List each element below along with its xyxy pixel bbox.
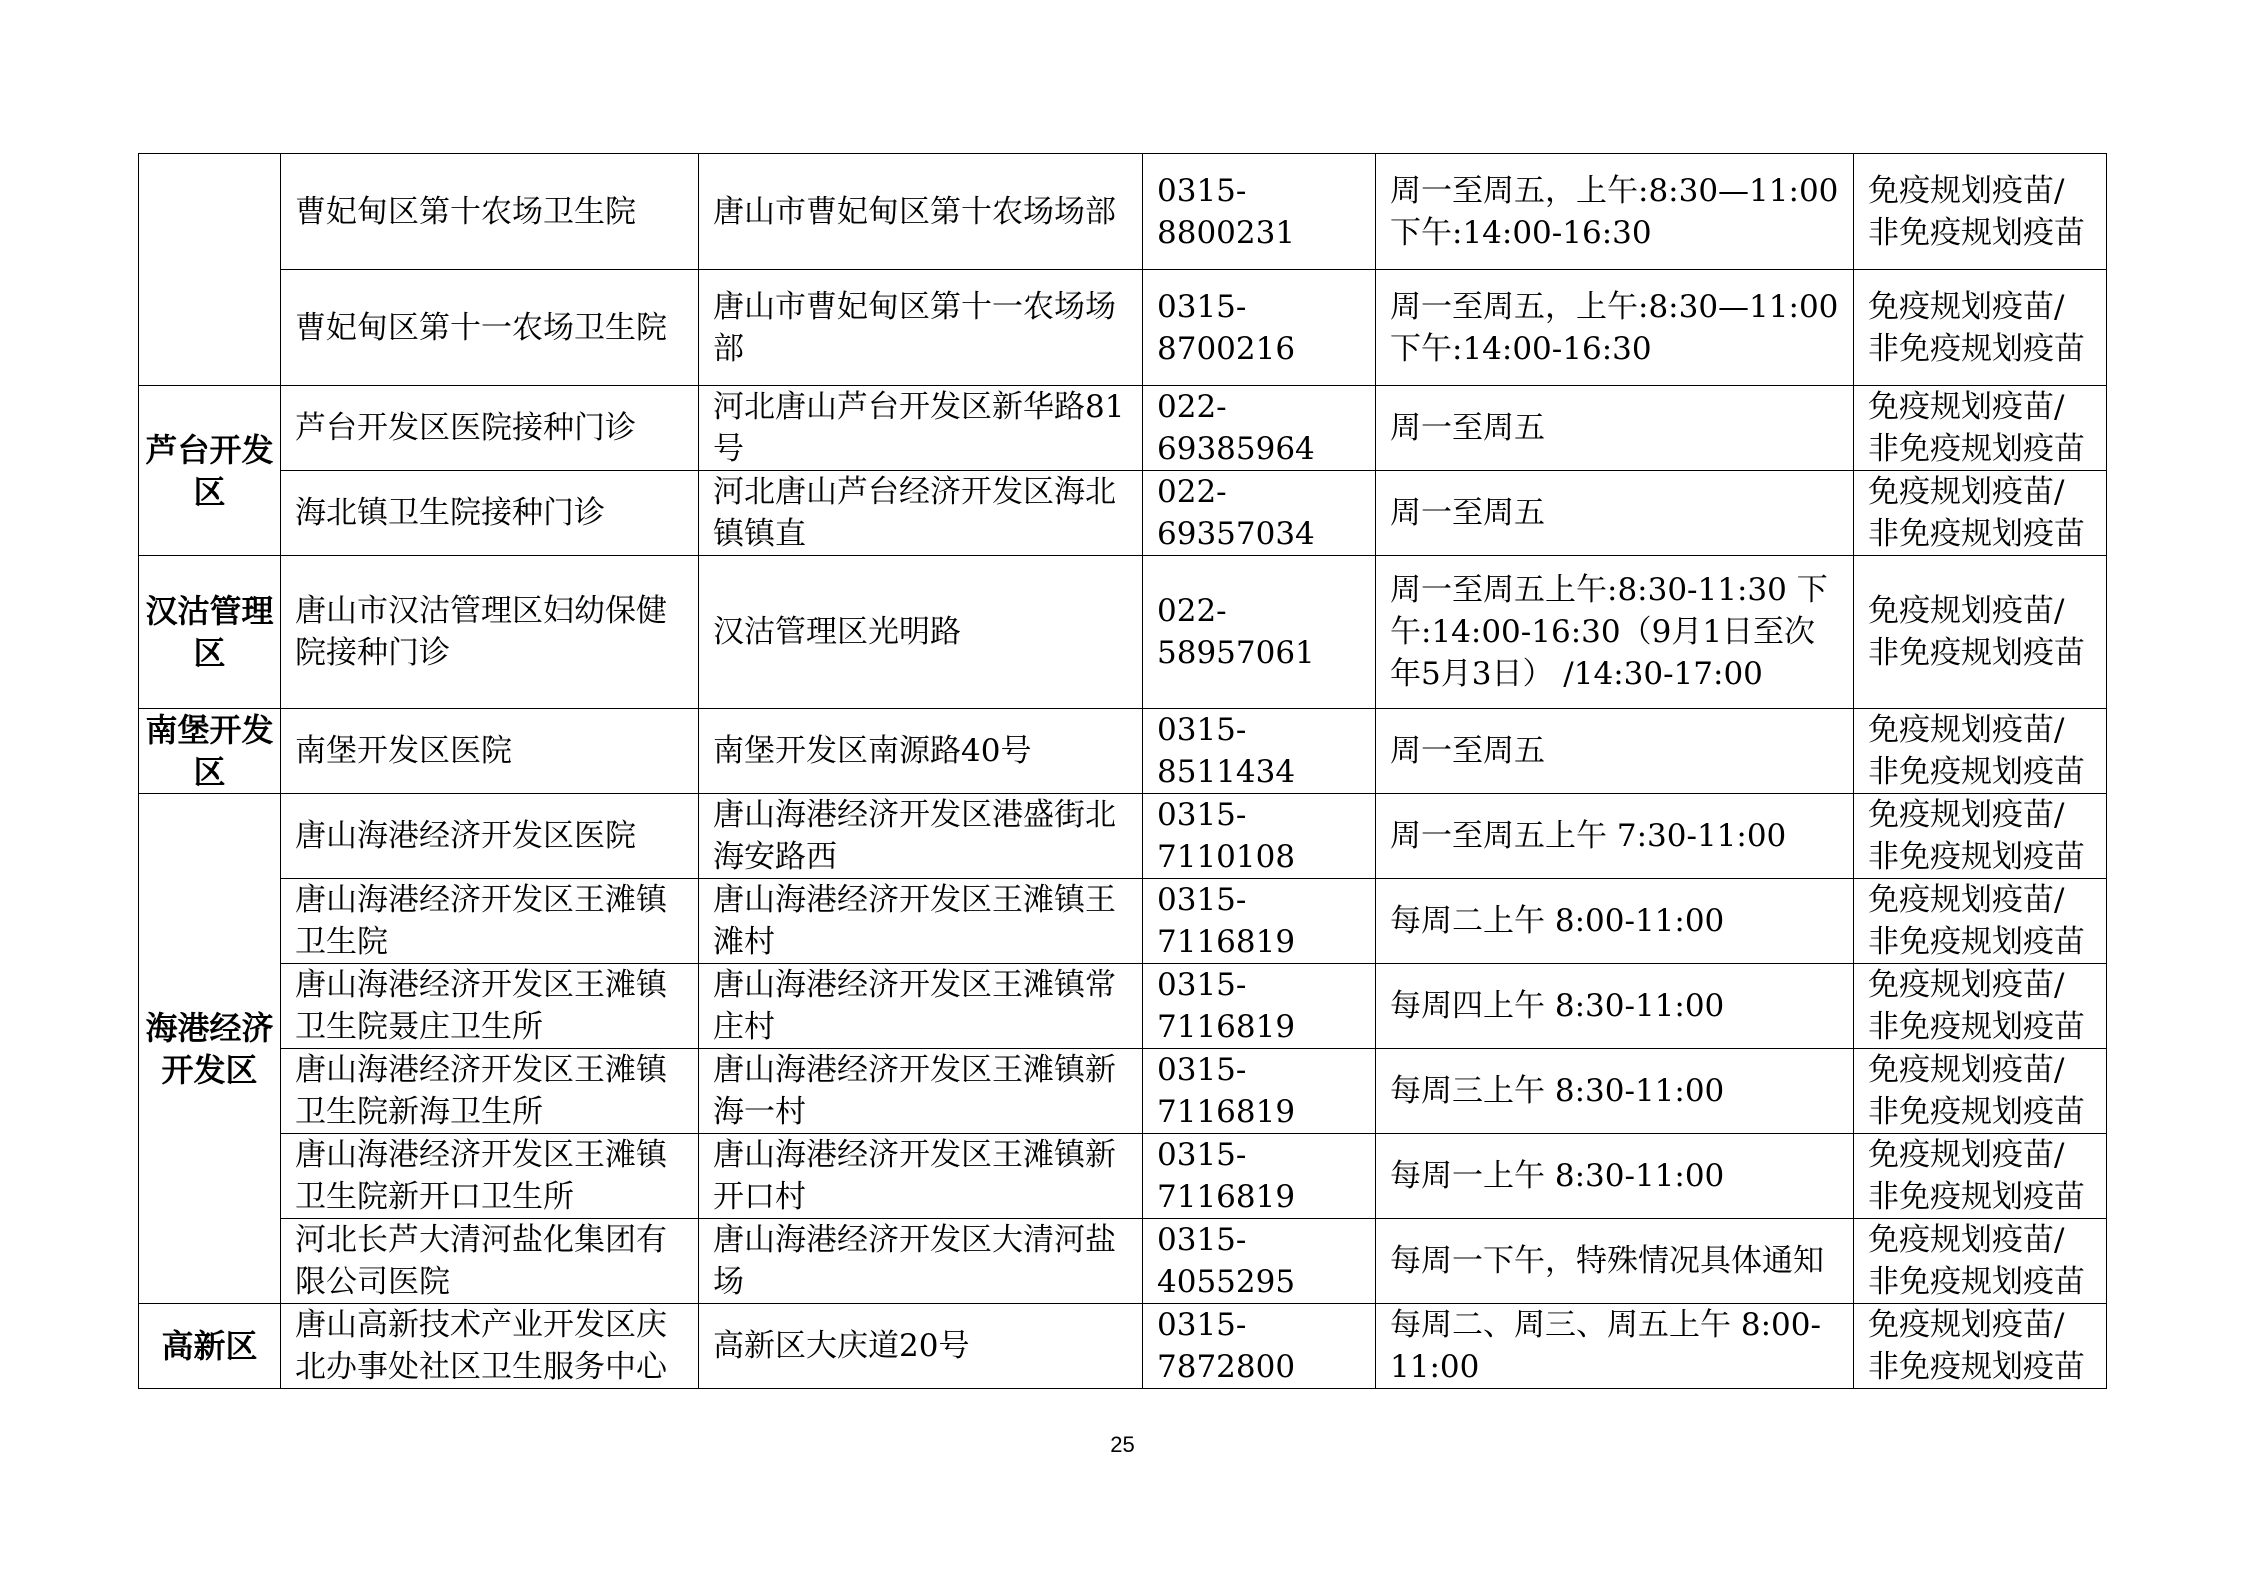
vaccine-type-cell: 免疫规划疫苗/非免疫规划疫苗 (1854, 556, 2107, 709)
vaccine-type-cell: 免疫规划疫苗/非免疫规划疫苗 (1854, 1304, 2107, 1389)
clinic-name-cell: 曹妃甸区第十农场卫生院 (281, 154, 699, 270)
address-cell: 唐山海港经济开发区王滩镇王滩村 (699, 879, 1143, 964)
phone-cell: 0315-8700216 (1143, 270, 1376, 386)
hours-cell: 周一至周五上午 7:30-11:00 (1376, 794, 1854, 879)
address-cell: 河北唐山芦台经济开发区海北镇镇直 (699, 471, 1143, 556)
district-cell: 海港经济开发区 (139, 794, 281, 1304)
hours-cell: 周一至周五 (1376, 471, 1854, 556)
clinic-name-cell: 唐山市汉沽管理区妇幼保健院接种门诊 (281, 556, 699, 709)
table-row (139, 471, 2107, 556)
address-cell: 唐山市曹妃甸区第十农场场部 (699, 154, 1143, 270)
phone-cell: 022-69385964 (1143, 386, 1376, 471)
hours-cell: 每周二上午 8:00-11:00 (1376, 879, 1854, 964)
clinic-name-cell: 唐山高新技术产业开发区庆北办事处社区卫生服务中心 (281, 1304, 699, 1389)
clinic-name-cell: 河北长芦大清河盐化集团有限公司医院 (281, 1219, 699, 1304)
table-row (139, 1219, 2107, 1304)
address-cell: 南堡开发区南源路40号 (699, 709, 1143, 794)
vaccine-type-cell: 免疫规划疫苗/非免疫规划疫苗 (1854, 1219, 2107, 1304)
table-row (139, 879, 2107, 964)
table-row (139, 386, 2107, 471)
phone-cell: 0315-7116819 (1143, 879, 1376, 964)
hours-cell: 周一至周五，上午:8:30—11:00 下午:14:00-16:30 (1376, 270, 1854, 386)
district-cell: 汉沽管理区 (139, 556, 281, 709)
vaccination-sites-table (138, 153, 2107, 1389)
table-row (139, 1049, 2107, 1134)
vaccine-type-cell: 免疫规划疫苗/非免疫规划疫苗 (1854, 709, 2107, 794)
clinic-name-cell: 芦台开发区医院接种门诊 (281, 386, 699, 471)
hours-cell: 每周三上午 8:30-11:00 (1376, 1049, 1854, 1134)
district-cell: 高新区 (139, 1304, 281, 1389)
hours-cell: 每周一下午，特殊情况具体通知 (1376, 1219, 1854, 1304)
clinic-name-cell: 唐山海港经济开发区王滩镇卫生院聂庄卫生所 (281, 964, 699, 1049)
vaccine-type-cell: 免疫规划疫苗/非免疫规划疫苗 (1854, 964, 2107, 1049)
district-cell (139, 154, 281, 386)
phone-cell: 022-58957061 (1143, 556, 1376, 709)
hours-cell: 每周一上午 8:30-11:00 (1376, 1134, 1854, 1219)
phone-cell: 022-69357034 (1143, 471, 1376, 556)
table-row (139, 709, 2107, 794)
clinic-name-cell: 唐山海港经济开发区王滩镇卫生院新开口卫生所 (281, 1134, 699, 1219)
table-row (139, 556, 2107, 709)
vaccine-type-cell: 免疫规划疫苗/非免疫规划疫苗 (1854, 879, 2107, 964)
page-number: 25 (1110, 1432, 1135, 1457)
table-row (139, 794, 2107, 879)
clinic-name-cell: 海北镇卫生院接种门诊 (281, 471, 699, 556)
phone-cell: 0315-8511434 (1143, 709, 1376, 794)
vaccine-type-cell: 免疫规划疫苗/非免疫规划疫苗 (1854, 154, 2107, 270)
address-cell: 唐山海港经济开发区王滩镇常庄村 (699, 964, 1143, 1049)
address-cell: 河北唐山芦台开发区新华路81号 (699, 386, 1143, 471)
address-cell: 汉沽管理区光明路 (699, 556, 1143, 709)
clinic-name-cell: 曹妃甸区第十一农场卫生院 (281, 270, 699, 386)
address-cell: 唐山海港经济开发区王滩镇新海一村 (699, 1049, 1143, 1134)
table-row (139, 270, 2107, 386)
clinic-name-cell: 唐山海港经济开发区王滩镇卫生院 (281, 879, 699, 964)
vaccine-type-cell: 免疫规划疫苗/非免疫规划疫苗 (1854, 386, 2107, 471)
phone-cell: 0315-7116819 (1143, 1049, 1376, 1134)
clinic-name-cell: 唐山海港经济开发区王滩镇卫生院新海卫生所 (281, 1049, 699, 1134)
address-cell: 唐山市曹妃甸区第十一农场场部 (699, 270, 1143, 386)
hours-cell: 每周四上午 8:30-11:00 (1376, 964, 1854, 1049)
table-row (139, 1304, 2107, 1389)
hours-cell: 周一至周五，上午:8:30—11:00 下午:14:00-16:30 (1376, 154, 1854, 270)
address-cell: 唐山海港经济开发区大清河盐场 (699, 1219, 1143, 1304)
hours-cell: 周一至周五 (1376, 386, 1854, 471)
table-row (139, 1134, 2107, 1219)
address-cell: 唐山海港经济开发区王滩镇新开口村 (699, 1134, 1143, 1219)
phone-cell: 0315-7116819 (1143, 964, 1376, 1049)
phone-cell: 0315-7116819 (1143, 1134, 1376, 1219)
clinic-name-cell: 南堡开发区医院 (281, 709, 699, 794)
phone-cell: 0315-8800231 (1143, 154, 1376, 270)
clinic-name-cell: 唐山海港经济开发区医院 (281, 794, 699, 879)
phone-cell: 0315-7872800 (1143, 1304, 1376, 1389)
hours-cell: 周一至周五 (1376, 709, 1854, 794)
address-cell: 高新区大庆道20号 (699, 1304, 1143, 1389)
hours-cell: 每周二、周三、周五上午 8:00-11:00 (1376, 1304, 1854, 1389)
table-row (139, 154, 2107, 270)
district-cell: 南堡开发区 (139, 709, 281, 794)
vaccine-type-cell: 免疫规划疫苗/非免疫规划疫苗 (1854, 471, 2107, 556)
vaccine-type-cell: 免疫规划疫苗/非免疫规划疫苗 (1854, 1049, 2107, 1134)
phone-cell: 0315-4055295 (1143, 1219, 1376, 1304)
hours-cell: 周一至周五上午:8:30-11:30 下午:14:00-16:30（9月1日至次年5月3日） /14:30-17:00 (1376, 556, 1854, 709)
vaccine-type-cell: 免疫规划疫苗/非免疫规划疫苗 (1854, 794, 2107, 879)
vaccine-type-cell: 免疫规划疫苗/非免疫规划疫苗 (1854, 270, 2107, 386)
district-cell: 芦台开发区 (139, 386, 281, 556)
table-row (139, 964, 2107, 1049)
vaccine-type-cell: 免疫规划疫苗/非免疫规划疫苗 (1854, 1134, 2107, 1219)
address-cell: 唐山海港经济开发区港盛街北海安路西 (699, 794, 1143, 879)
phone-cell: 0315-7110108 (1143, 794, 1376, 879)
